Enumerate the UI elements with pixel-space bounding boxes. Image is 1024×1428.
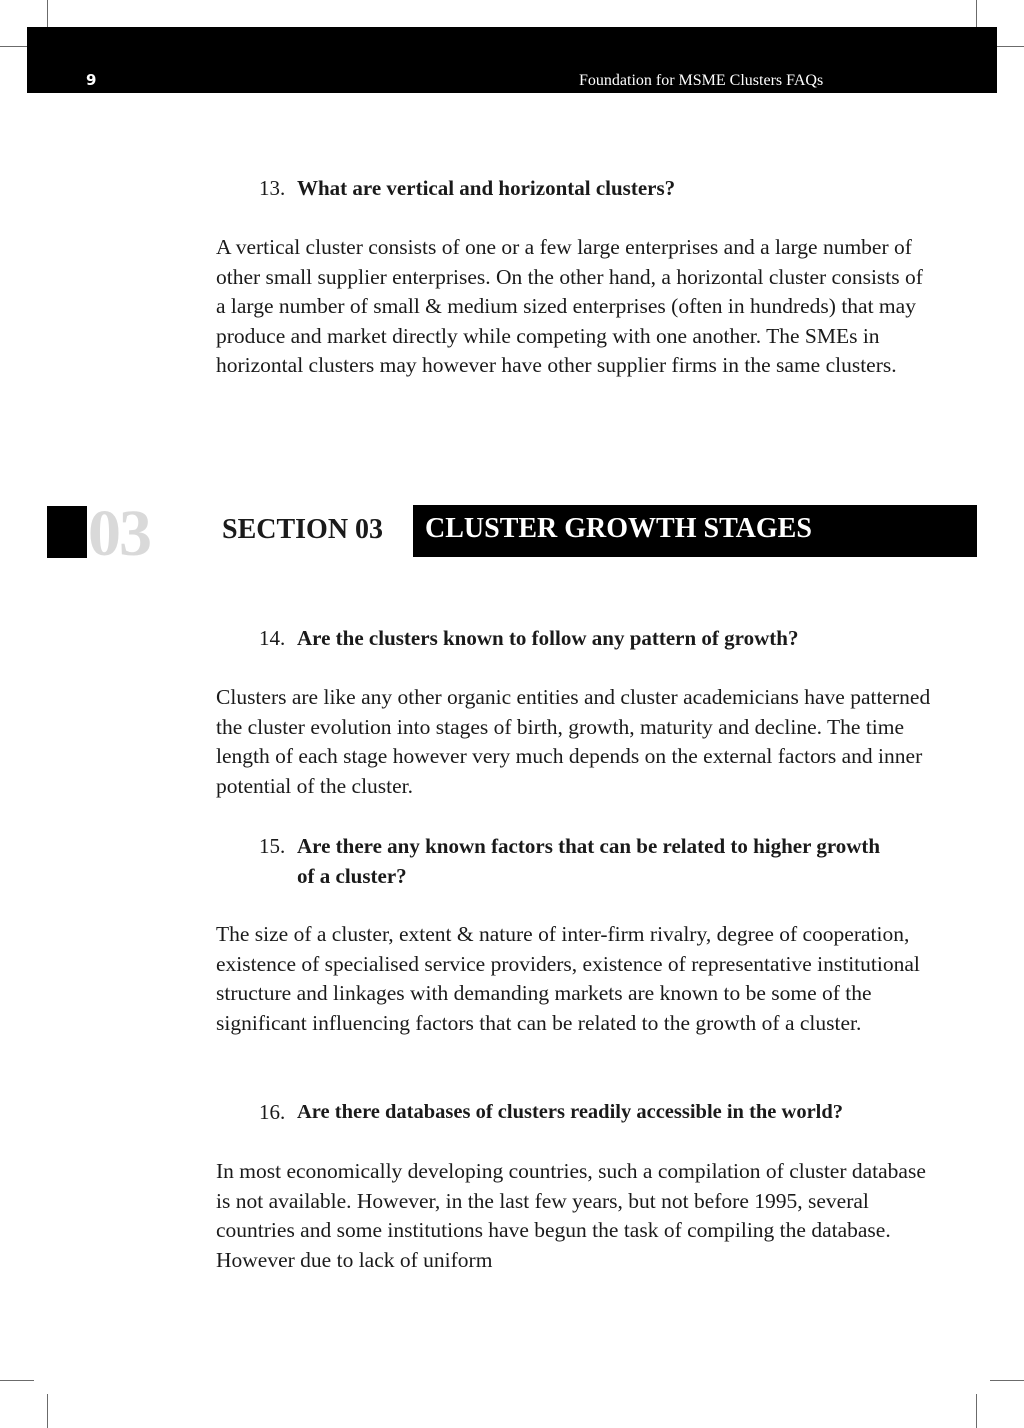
question-heading: What are vertical and horizontal clusters? bbox=[297, 176, 676, 200]
answer-paragraph: The size of a cluster, extent & nature of inter-firm rivalry, degree of cooperation, existence of specialised service providers, existence of representative institutional structure and linkages with demanding markets are known to be some of the significant influencing factors that can be related to the growth of a cluster. bbox=[216, 922, 920, 1035]
crop-mark bbox=[0, 1380, 34, 1381]
section-marker-block bbox=[47, 506, 87, 558]
header-bar bbox=[27, 27, 997, 93]
crop-mark bbox=[990, 1380, 1024, 1381]
answer-paragraph: A vertical cluster consists of one or a few large enterprises and a large number of other small supplier enterprises. On the other hand, a horizontal cluster consists of a large number of small & medium sized enterprises (often in hundreds) that may produce and market directly while competing with one another. The SMEs in horizontal clusters may however have other supplier firms in the same clusters. bbox=[216, 235, 923, 378]
section-title: CLUSTER GROWTH STAGES bbox=[425, 513, 812, 544]
section-label: SECTION 03 bbox=[222, 514, 384, 545]
question-number: 16. bbox=[259, 1100, 286, 1124]
page-number: 9 bbox=[86, 71, 97, 89]
question-heading: Are there databases of clusters readily accessible in the world? bbox=[297, 1101, 844, 1123]
answer-paragraph: Clusters are like any other organic entities and cluster academicians have patterned the cluster evolution into stages of birth, growth, maturity and decline. The time length of each stage however very much depends on the external factors and inner potential of the cluster. bbox=[216, 685, 931, 798]
answer-paragraph: In most economically developing countries, such a compilation of cluster database is not available. However, in the last few years, but not before 1995, several countries and some institutions have begun the task of compiling the database. However due to lack of uniform bbox=[216, 1159, 926, 1272]
section-numeral: 03 bbox=[88, 497, 150, 570]
question-number: 14. bbox=[259, 626, 286, 650]
question-number: 15. bbox=[259, 834, 286, 858]
question-heading: Are there any known factors that can be related to higher growth of a cluster? bbox=[297, 834, 881, 888]
question-heading: Are the clusters known to follow any pattern of growth? bbox=[297, 626, 799, 650]
question-number: 13. bbox=[259, 176, 286, 200]
crop-mark bbox=[976, 1394, 977, 1428]
running-title: Foundation for MSME Clusters FAQs bbox=[579, 72, 824, 89]
section-title-bar bbox=[413, 505, 977, 557]
crop-mark bbox=[47, 1394, 48, 1428]
